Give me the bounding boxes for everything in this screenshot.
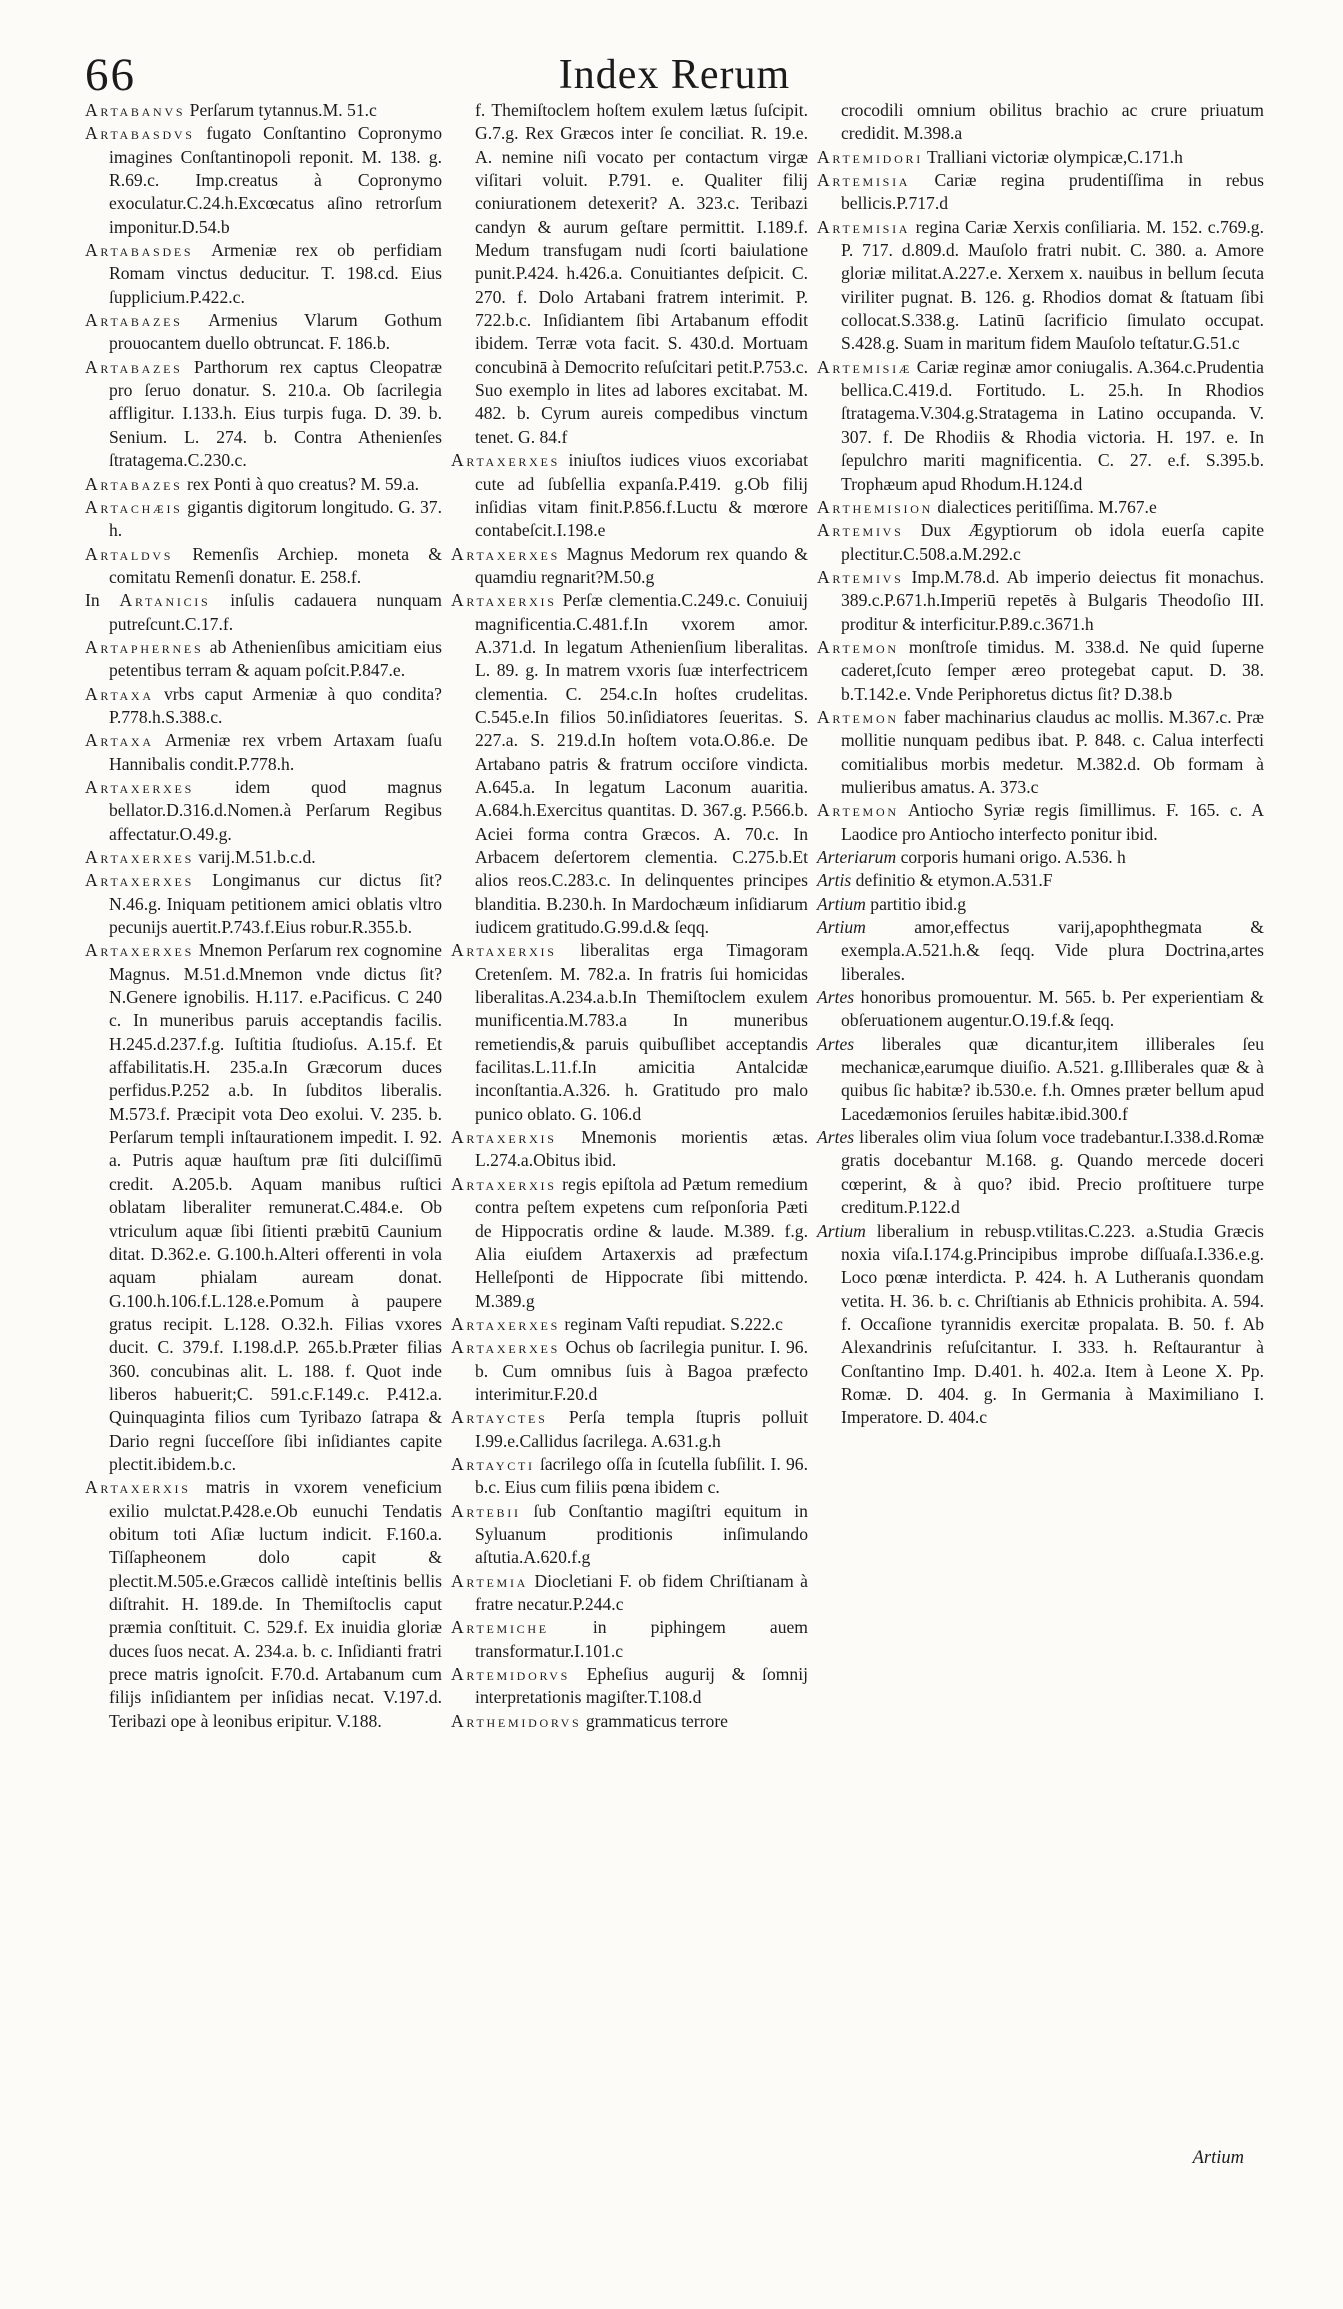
index-entry: Artebii ſub Conſtantio magiſtri equitum in Syluanum proditionis inſimulando aſtutia.A.620.f.g (451, 1500, 808, 1568)
index-entry: Artis definitio & etymon.A.531.F (817, 870, 1053, 891)
entry-headword: Artes (817, 1033, 855, 1054)
entry-headword: Artemon (817, 636, 899, 657)
index-entry: Artaycti ſacrilego oſſa in ſcutella ſubſilit. I. 96. b.c. Eius cum filiis pœna ibidem c. (451, 1453, 808, 1498)
catchword: Artium (1192, 2148, 1244, 2168)
index-entry: Arteriarum corporis humani origo. A.536. h (817, 847, 1126, 867)
index-entry: Artemon Antiocho Syriæ regis ſimillimus. F. 165. c. A Laodice pro Antiocho interfecto ponitur ibid. (817, 800, 1264, 844)
entry-headword: Artaxerxis (85, 1477, 191, 1498)
entry-headword: Artium (817, 1220, 866, 1241)
entry-headword: Artaxerxis (451, 1173, 557, 1194)
index-entry: Artemia Diocletiani F. ob fidem Chriſtianam à fratre necatur.P.244.c (451, 1570, 808, 1614)
index-entry: Artaxerxes Mnemon Perſarum rex cognomine Magnus. M.51.d.Mnemon vnde dictus ſit?N.Genere ignobilis. H.117. e.Pacificus. C 240 c. In muneribus paruis acceptandis facilis. H.245.d.237.f.g. Iuſtitia ſtudioſus. A.15.f. Et affabilitatis.H. 235.a.In Græcorum duces perfidus.P.252 a.b. In ſubditos liberalis. M.573.f. Præcipit vota Deo exolui. V. 235. b. Perſarum templi inſtaurationem impedit. I. 92. a. Putris aquæ hauſtum præ ſiti dulciſſimū credit. A.205.b. Aquam manibus ruſtici oblatam liberaliter remunerat.C.484.e. Ob vtriculum aquæ ſibi ſitienti præbitū Caunium ditat. D.362.e. G.100.h.Alteri offerenti in vola aquam phialam auream donat. G.100.h.106.f.L.128.e.Pomum à paupere gratus recipit. L.128. O.32.h. Filias vxores ducit. C. 379.f. I.198.d.P. 265.b.Præter filias 360. concubinas alit. L. 188. f. Quot inde liberos habuerit;C. 591.c.F.149.c. P.412.a. Quinquaginta filios cum Tyribazo ſatrapa & Dario regni ſucceſſore ſibi inſidiantes capite plectit.ibidem.b.c. (85, 940, 442, 1474)
entry-headword: Artis (817, 870, 852, 891)
index-entry: Artabasdvs fugato Conſtantino Copronymo imagines Conſtantinopoli reponit. M. 138. g. R.69.c. Imp.creatus à Copronymo exoculatur.C.24.h.Excœcatus aſino retrorſum imponitur.D.54.b (85, 123, 442, 237)
entry-headword: Artemia (451, 1570, 529, 1591)
index-entry: Artaxerxis regis epiſtola ad Pætum remedium contra peſtem expetens cum reſponſoria Pæti de Hippocratis ordine & laude. M.389. f.g. Alia eiuſdem Artaxerxis ad præfectum Helleſponti de Hippocrate ſibi mittendo. M.389.g (451, 1173, 808, 1311)
index-columns (85, 99, 1264, 1733)
index-entry: Artium amor,effectus varij,apophthegmata & exempla.A.521.h.& ſeqq. Vide plura Doctrina,artes liberales. (817, 917, 1264, 984)
entry-headword: Artabazes (85, 473, 183, 494)
index-entry: Artayctes Perſa templa ſtupris polluit I.99.e.Callidus ſacrilega. A.631.g.h (451, 1407, 808, 1451)
entry-headword: Artayctes (451, 1407, 548, 1428)
index-entry: Artachæis gigantis digitorum longitudo. G. 37. h. (85, 496, 442, 541)
entry-headword: Artemon (817, 706, 899, 727)
index-entry: Artaxa Armeniæ rex vrbem Artaxam ſuaſu Hannibalis condit.P.778.h. (85, 730, 442, 774)
entry-headword: Artaxerxes (85, 940, 194, 961)
index-entry: Artaxerxis Mnemonis morientis ætas. L.274.a.Obitus ibid. (451, 1127, 808, 1171)
entry-headword: Arteriarum (817, 847, 897, 867)
index-entry: Artaxerxes Magnus Medorum rex quando & quamdiu regnarit?M.50.g (451, 543, 808, 587)
entry-headword: Artaxerxes (85, 847, 194, 867)
entry-headword: Artemon (817, 800, 899, 821)
index-entry: Artemon monſtroſe timidus. M. 338.d. Ne quid ſuperne caderet,ſcuto ſemper æreo protegebat caput. D. 38. b.T.142.e. Vnde Periphoretus dictus ſit? D.38.b (817, 636, 1264, 704)
index-entry: Artemisiæ Cariæ reginæ amor coniugalis. A.364.c.Prudentia bellica.C.419.d. Fortitudo. L. 25.h. In Rhodios ſtratagema.V.304.g.Stratagema in Latino occupanda. V. 307. f. De Rhodiis & Rhodia victoria. H. 197. e. In ſepulchro mariti magnificentia. C. 27. e.f. S.395.b. Trophæum apud Rhodum.H.124.d (817, 356, 1264, 494)
entry-headword: Artaphernes (85, 636, 204, 657)
index-entry: Artemiche in piphingem auem transformatur.I.101.c (451, 1617, 808, 1661)
index-entry: Arthemision dialectices peritiſſima. M.767.e (817, 496, 1157, 517)
index-entry: Artaxerxes reginam Vaſti repudiat. S.222.c (451, 1313, 783, 1334)
index-entry: Artaxerxes Longimanus cur dictus ſit? N.46.g. Iniquam petitionem amici oblatis vltro pecunijs auertit.P.743.f.Eius robur.R.355.b. (85, 870, 442, 938)
index-entry: Artemidori Tralliani victoriæ olympicæ,C.171.h (817, 146, 1183, 167)
index-column-3 (817, 99, 1264, 1430)
index-entry: Artabazes Parthorum rex captus Cleopatræ pro ſeruo donatur. S. 210.a. Ob ſacrilegia affligitur. I.133.h. Eius turpis fuga. D. 39. b. Senium. L. 274. b. Contra Athenienſes ſtratagema.C.230.c. (85, 356, 442, 471)
entry-headword: Artium (817, 893, 866, 914)
index-entry: Artaxerxes Ochus ob ſacrilegia punitur. I. 96. b. Cum omnibus ſuis à Bagoa præfecto interimitur.F.20.d (451, 1337, 808, 1404)
index-entry: Artaxerxes varij.M.51.b.c.d. (85, 847, 316, 867)
index-entry: Artaxerxes iniuſtos iudices viuos excoriabat cute ad ſubſellia expanſa.P.419. g.Ob filij inſidias vitam finit.P.856.f.Luctu & mœrore contabeſcit.I.198.e (451, 450, 808, 541)
entry-headword: Artaycti (451, 1453, 535, 1474)
index-entry: f. Themiſtoclem hoſtem exulem lætus ſuſcipit. G.7.g. Rex Græcos inter ſe conciliat. R. 19.e. A. nemine niſi vocato per contactum virgæ viſitari voluit. P.791. e. Qualiter filij coniurationem detexerit? A. 323.c. Teribazi candyn & aurum geſtare permittit. I.189.f. Medum transfugam nudi ſcorti baiulatione punit.P.424. h.426.a. Conuitiantes deſpicit. C. 270. f. Dolo Artabani fratrem interimit. P. 722.b.c. Inſidiantem ſibi Artabanum effodit ibidem. Terræ vota facit. S. 430.d. Mortuam concubinā à Democrito reſuſcitari petit.P.753.c. Suo exemplo in lites ad labores excitabat. M. 482. b. Cyrum aureis compedibus vinctum tenet. G. 84.f (475, 100, 808, 447)
entry-headword: Artaxa (85, 730, 154, 751)
index-entry: Artes honoribus promouentur. M. 565. b. Per experientiam & obſeruationem augentur.O.19.f.& ſeqq. (817, 987, 1264, 1031)
entry-headword: Artabasdes (85, 240, 194, 261)
entry-headword: Artium (817, 917, 866, 938)
index-entry: Artes liberales olim viua ſolum voce tradebantur.I.338.d.Romæ gratis docebantur M.168. g. Quando mercede doceri cœperint, & à quo? ibid. Precio proſtituere turpe creditum.P.122.d (817, 1127, 1264, 1218)
entry-headword: Artaldvs (85, 543, 174, 564)
index-entry: Artaxerxis matris in vxorem veneficium exilio mulctat.P.428.e.Ob eunuchi Tendatis obitum toti Aſiæ luctum indicit. F.160.a. Tiſſapheonem dolo capit & plectit.M.505.e.Græcos callidè inteſtinis bellis diſtrahit. H. 189.de. In Themiſtoclis caput præmia conſtituit. C. 529.f. Ex inuidia gloriæ duces ſuos necat. A. 234.a. b. c. Inſidianti fratri prece matris ignoſcit. F.70.d. Artabanum cum filijs inſidiantem per inſidias necat. V.197.d. Teribazi ope à leonibus eripitur. V.188. (85, 1477, 442, 1731)
entry-headword: Artes (817, 1127, 855, 1148)
index-column-1 (85, 99, 442, 1733)
index-entry: Artemivs Imp.M.78.d. Ab imperio deiectus fit monachus. 389.c.P.671.h.Imperiū repetēs à Bulgaris Theodoſio III. proditur & interficitur.P.89.c.3671.h (817, 566, 1264, 634)
index-entry: Artaxerxis liberalitas erga Timagoram Cretenſem. M. 782.a. In fratris ſui homicidas liberalitas.A.234.a.b.In Themiſtoclem exulem munificentia.M.783.a In muneribus remetiendis,& paruis quibuſlibet acceptandis facilitas.L.11.f.In amicitia Antalcidæ inconſtantia.A.326. h. Gratitudo pro malo punico oblato. G. 106.d (451, 940, 809, 1124)
page-title: Index Rerum (558, 52, 791, 98)
entry-headword: Artaxerxes (85, 776, 194, 797)
entry-headword: Artaxerxis (451, 1127, 557, 1148)
index-entry: Artaphernes ab Athenienſibus amicitiam eius petentibus terram & aquam poſcit.P.847.e. (85, 636, 442, 681)
entry-headword: Artemivs (817, 566, 904, 587)
entry-headword: Artachæis (85, 496, 183, 517)
entry-headword: Artebii (451, 1500, 521, 1521)
index-entry: Artaxerxes idem quod magnus bellator.D.316.d.Nomen.à Perſarum Regibus affectatur.O.49.g. (85, 776, 442, 844)
index-entry: Arthemidorvs grammaticus terrore (451, 1710, 728, 1731)
entry-headword: Artemisia (817, 216, 911, 237)
entry-headword: Artaxerxes (451, 1337, 560, 1358)
index-entry: Artabanvs Perſarum tytannus.M. 51.c (85, 100, 377, 120)
entry-headword: Artemidori (817, 146, 923, 167)
index-entry: crocodili omnium obilitus brachio ac crure priuatum credidit. M.398.a (841, 100, 1264, 144)
entry-headword: Artaxerxes (451, 1313, 560, 1334)
entry-headword: Artemiche (451, 1617, 549, 1638)
index-entry: Artemivs Dux Ægyptiorum ob idola euerſa capite plectitur.C.508.a.M.292.c (817, 520, 1265, 564)
entry-headword: Artaxa (85, 683, 154, 704)
entry-headword: Artabazes (85, 310, 183, 331)
index-entry: Artemidorvs Epheſius augurij & ſomnij interpretationis magiſter.T.108.d (451, 1664, 808, 1708)
entry-headword: Artemidorvs (451, 1664, 571, 1685)
entry-headword: Artabazes (85, 356, 183, 377)
index-entry: Artaldvs Remenſis Archiep. moneta & comitatu Remenſi donatur. E. 258.f. (85, 543, 442, 587)
entry-headword: Arthemidorvs (451, 1710, 582, 1731)
page-number: 66 (85, 49, 136, 101)
index-entry: Artaxa vrbs caput Armeniæ à quo condita?P.778.h.S.388.c. (85, 683, 442, 727)
index-column-2 (451, 99, 808, 1733)
entry-headword: Artabanvs (85, 100, 186, 120)
entry-headword: Artaxerxis (451, 940, 557, 961)
index-entry: Artium partitio ibid.g (817, 893, 967, 914)
index-entry: Artemisia regina Cariæ Xerxis conſiliaria. M. 152. c.769.g. P. 717. d.809.d. Mauſolo fratri nubit. C. 380. a. Amore gloriæ militat.A.227.e. Xerxem x. nauibus in bellum ſecuta viriliter pugnat. B. 126. g. Rhodios domat & ſtatuam ſibi collocat.S.338.g. Latinū ſacrificio ſimulato occupat. S.428.g. Suam in maritum fidem Mauſolo teſtatur.G.51.c (817, 216, 1264, 354)
index-entry: Artium liberalium in rebusp.vtilitas.C.223. a.Studia Græcis noxia viſa.I.174.g.Principibus improbe diſſuaſa.I.336.e.g. Loco pœnæ interdicta. P. 424. h. A Lutheranis quondam vetita. H. 36. b. c. Chriſtianis ab Ethnicis prohibita. A. 594. f. Occaſione tyrannidis exercitæ propalata. B. 50. f. Ab Alexandrinis reſuſcitantur. I. 333. h. Reſtaurantur à Conſtantino Imp. D.401. h. 402.a. Item à Leone X. Pp. Romæ. D. 404. g. In Germania à Maximiliano I. Imperatore. D. 404.c (817, 1220, 1264, 1428)
index-entry: Artemisia Cariæ regina prudentiſſima in rebus bellicis.P.717.d (817, 170, 1264, 214)
index-entry: In Artanicis inſulis cadauera nunquam putreſcunt.C.17.f. (85, 590, 442, 634)
entry-headword: Artaxerxes (451, 450, 560, 471)
entry-headword: Artabasdvs (85, 123, 195, 144)
entry-headword: Artaxerxes (451, 543, 560, 564)
entry-headword: Artaxerxis (451, 590, 557, 611)
index-entry: Artabasdes Armeniæ rex ob perfidiam Romam vinctus deducitur. T. 198.cd. Eius ſupplicium.P.422.c. (85, 240, 443, 307)
entry-headword: Artes (817, 987, 855, 1008)
entry-headword: Artanicis (119, 590, 211, 611)
entry-headword: Artemisiæ (817, 356, 913, 377)
entry-headword: Artaxerxes (85, 870, 194, 891)
index-entry: Artabazes rex Ponti à quo creatus? M. 59.a. (85, 473, 420, 494)
index-entry: Artes liberales quæ dicantur,item illiberales ſeu mechanicæ,earumque diuiſio. A.521. g.Illiberales quæ & à quibus ſic habitæ? ib.530.e. f.h. Omnes præter bellum apud Lacedæmonios ſeruiles habitæ.ibid.300.f (817, 1033, 1264, 1124)
entry-headword: Artemisia (817, 170, 911, 191)
index-entry: Artemon faber machinarius claudus ac mollis. M.367.c. Præ mollitie nunquam pedibus ibat. P. 848. c. Calua interfecti comitialibus morbis medetur. M.382.d. Ob formam à mulieribus amatus. A. 373.c (817, 706, 1264, 797)
index-entry: Artabazes Armenius Vlarum Gothum prouocantem duello obtruncat. F. 186.b. (85, 310, 443, 354)
entry-headword: Arthemision (817, 496, 933, 517)
index-entry: Artaxerxis Perſæ clementia.C.249.c. Conuiuij magnificentia.C.481.f.In vxorem amor. A.371.d. In legatum Athenienſium liberalitas. L. 89. g. In matrem vxoris ſuæ interfectricem clementia. C. 254.c.In hoſtes crudelitas. C.545.e.In filios 50.inſidiatores ſeueritas. S. 227.a. S. 219.d.In hoſtem vota.O.86.e. De Artabano patris & fratrum occiſore vindicta. A.645.a. In legatum Laconum auaritia. A.684.h.Exercitus quantitas. D. 367.g. P.566.b. Aciei forma contra Græcos. A. 70.c. In Arbacem deſertorem clementia. C.275.b.Et alios reos.C.283.c. In delinquentes principes blanditia. B.230.h. In Mardochæum inſidiarum iudicem gratitudo.G.99.d.& ſeqq. (451, 590, 808, 938)
entry-headword: Artemivs (817, 520, 904, 541)
